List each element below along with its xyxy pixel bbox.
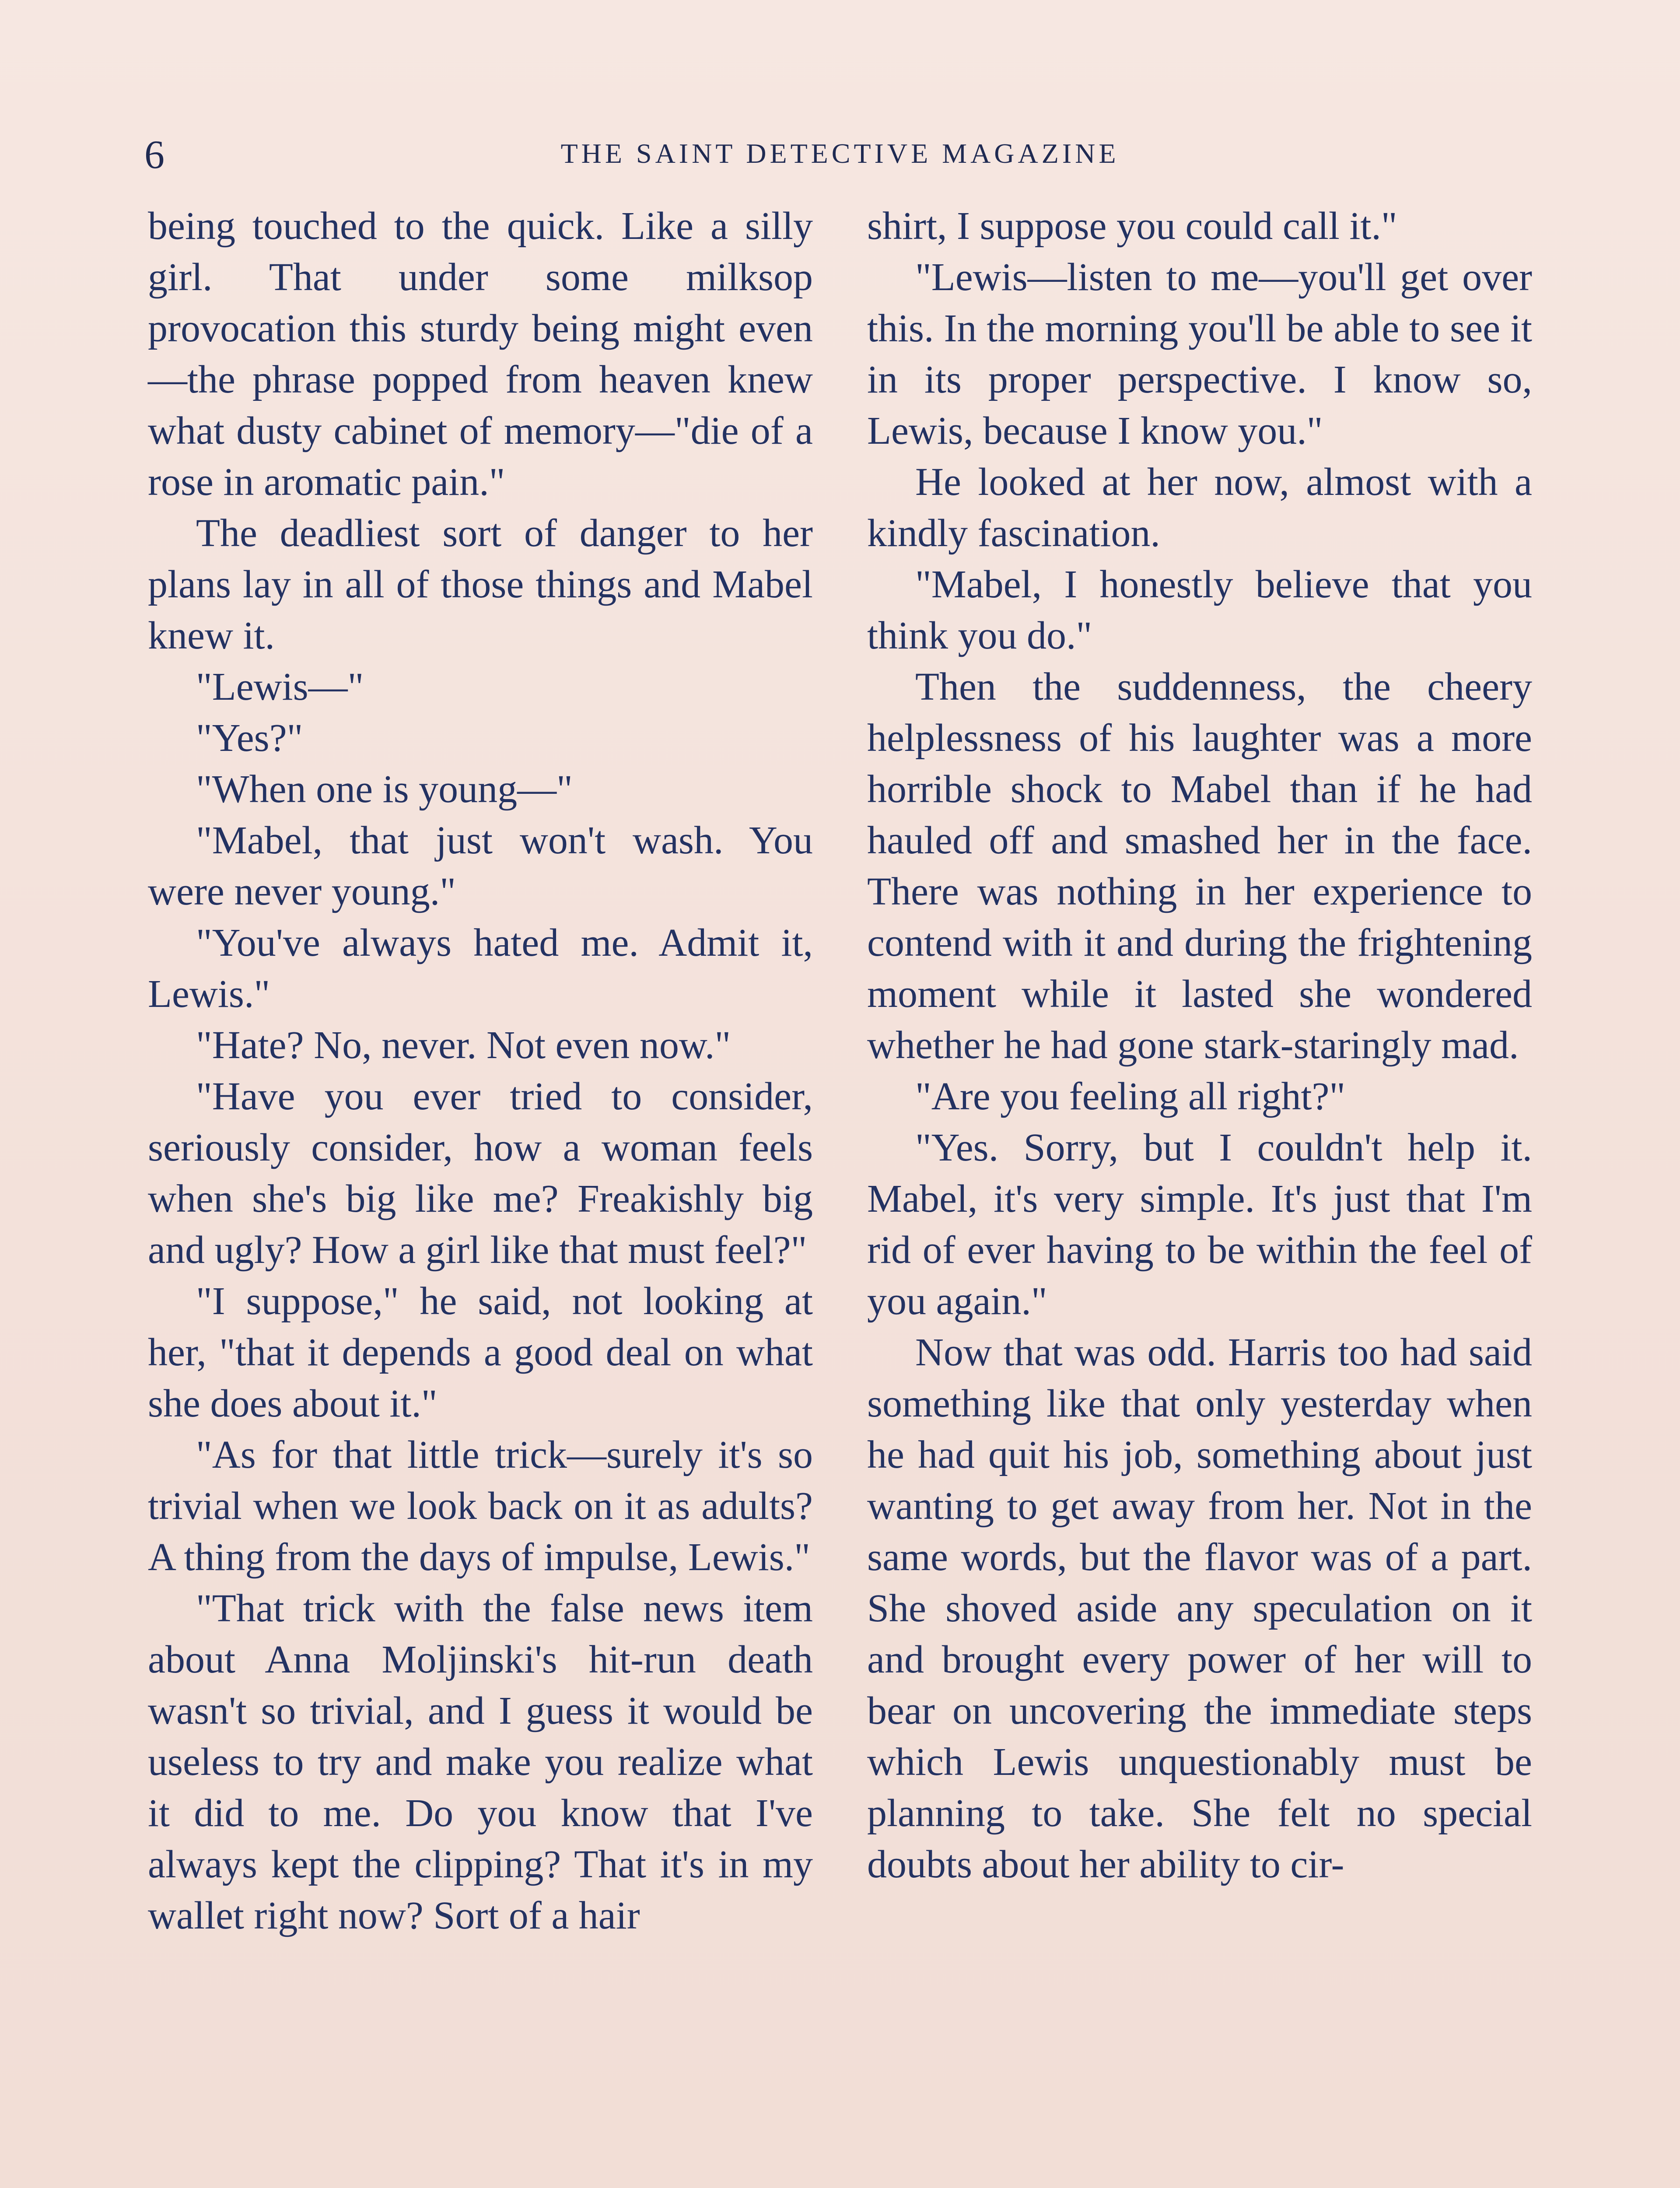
paragraph: "Have you ever tried to consider, seriously consider, how a woman feels when she's big like me? Freakishly big and ugly? How a girl like that must feel?" bbox=[148, 1075, 813, 1272]
paragraph: The deadliest sort of danger to her plans lay in all of those things and Mabel knew it. bbox=[148, 512, 813, 657]
right-text-column bbox=[867, 200, 1532, 1890]
paragraph: Now that was odd. Harris too had said something like that only yesterday when he had quit his job, something about just wanting to get away from her. Not in the same words, but the flavor was of a part. She shoved aside any speculation on it and brought every power of her will to bear on uncovering the immediate steps which Lewis unquestionably must be planning to take. She felt no special doubts about her ability to cir- bbox=[867, 1331, 1532, 1886]
paragraph: "Yes?" bbox=[196, 716, 303, 760]
paragraph: "I suppose," he said, not looking at her, "that it depends a good deal on what she does about it." bbox=[148, 1280, 813, 1425]
page-header bbox=[144, 131, 1536, 184]
paragraph: "Mabel, that just won't wash. You were never young." bbox=[148, 819, 813, 913]
paragraph: being touched to the quick. Like a silly girl. That under some milksop provocation this sturdy being might even—the phrase popped from heaven knew what dusty cabinet of memory—"die of a rose in aromatic pain." bbox=[148, 204, 813, 504]
paragraph: He looked at her now, almost with a kindly fascination. bbox=[867, 460, 1532, 555]
paragraph: shirt, I suppose you could call it." bbox=[867, 204, 1397, 248]
paragraph: "You've always hated me. Admit it, Lewis." bbox=[148, 921, 813, 1016]
page-number: 6 bbox=[144, 132, 164, 177]
paragraph: "Lewis—listen to me—you'll get over this. In the morning you'll be able to see it in its proper perspective. I know so, Lewis, because I know you." bbox=[867, 256, 1532, 452]
paragraph: "Are you feeling all right?" bbox=[915, 1075, 1346, 1118]
running-title: THE SAINT DETECTIVE MAGAZINE bbox=[560, 138, 1120, 169]
paragraph: "Mabel, I honestly believe that you think you do." bbox=[867, 563, 1532, 657]
paragraph: "Yes. Sorry, but I couldn't help it. Mabel, it's very simple. It's just that I'm rid of ever having to be within the feel of you again." bbox=[867, 1126, 1532, 1323]
paragraph: "Lewis—" bbox=[196, 665, 364, 708]
paragraph: Then the suddenness, the cheery helplessness of his laughter was a more horrible shock to Mabel than if he had hauled off and smashed her in the face. There was nothing in her experience to contend with it and during the frightening moment while it lasted she wondered whether he had gone stark-staringly mad. bbox=[867, 665, 1532, 1067]
paragraph: "That trick with the false news item about Anna Moljinski's hit-run death wasn't so trivial, and I guess it would be useless to try and make you realize what it did to me. Do you know that I've always kept the clipping? That it's in my wallet right now? Sort of a hair bbox=[148, 1587, 813, 1937]
paragraph: "When one is young—" bbox=[196, 768, 573, 811]
paragraph: "As for that little trick—surely it's so trivial when we look back on it as adults? A thing from the days of impulse, Lewis." bbox=[148, 1433, 813, 1579]
paragraph: "Hate? No, never. Not even now." bbox=[196, 1024, 731, 1067]
left-text-column bbox=[148, 200, 813, 1941]
